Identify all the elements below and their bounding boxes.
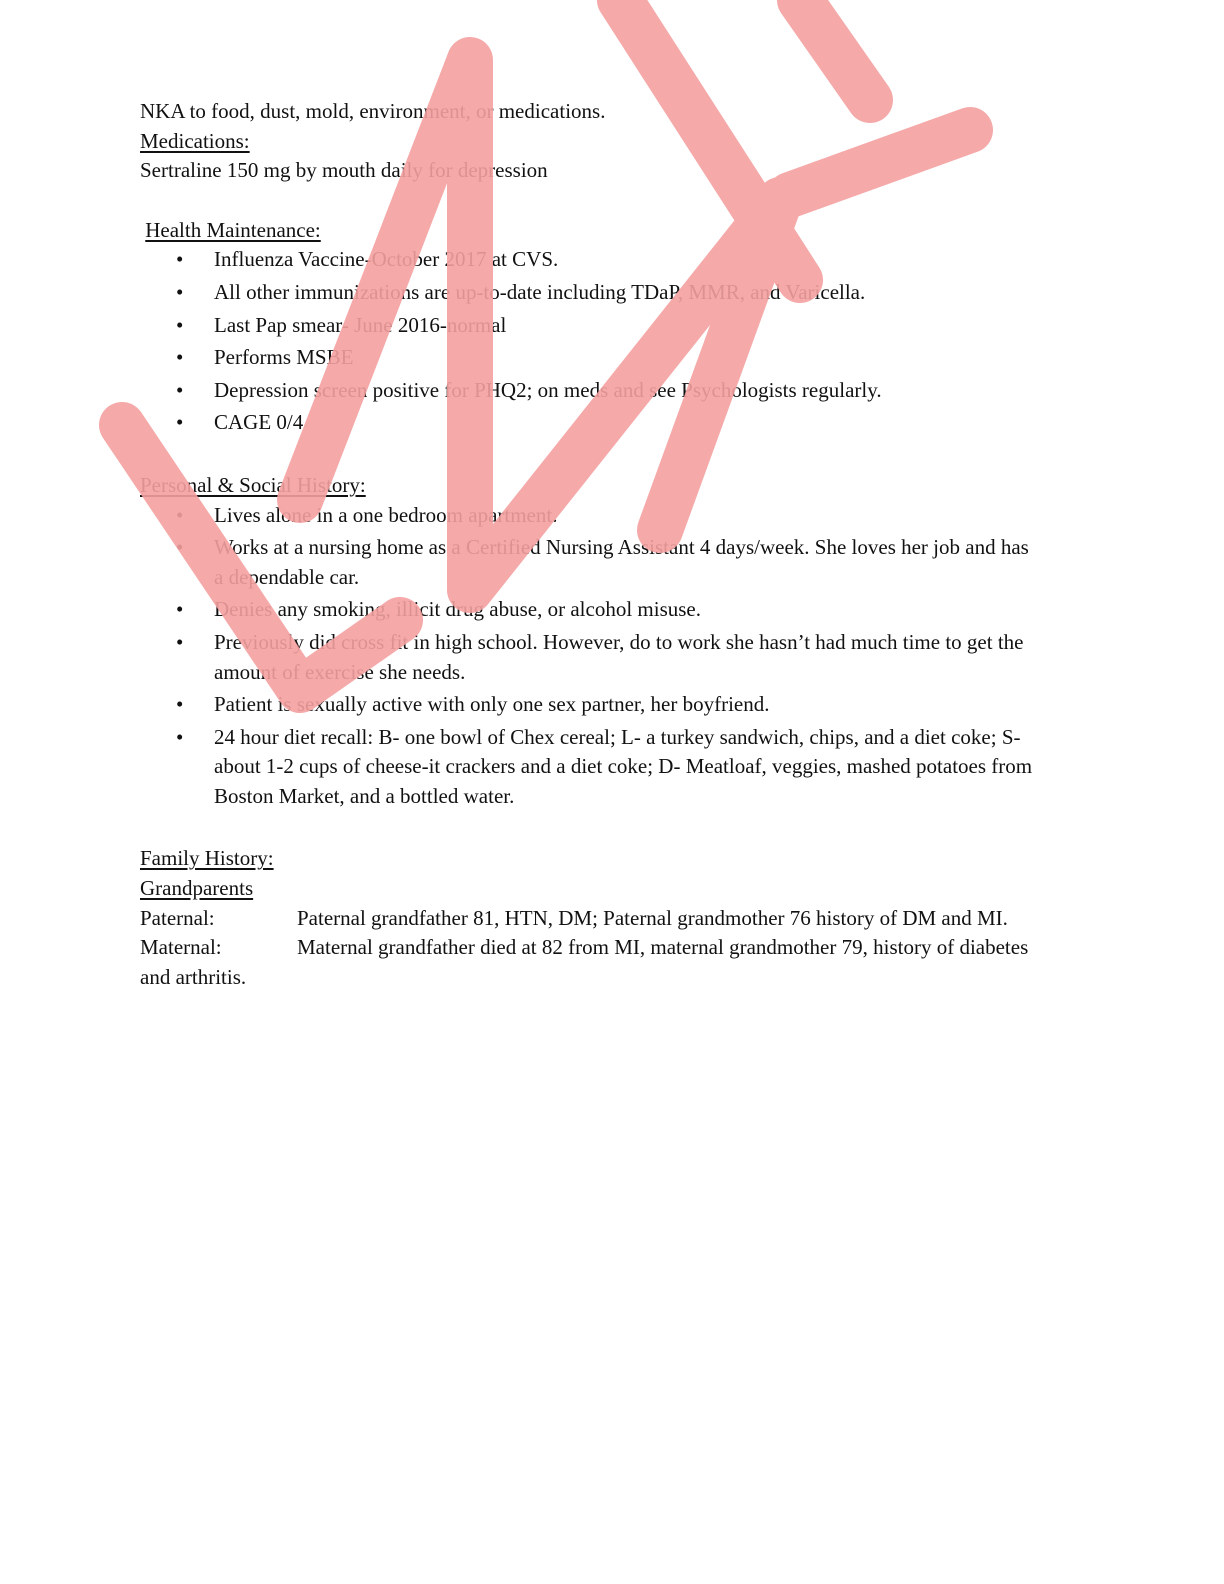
bullet-icon: • [176, 692, 184, 717]
paternal-history [140, 904, 1040, 934]
list-item: • Denies any smoking, illicit drug abuse, or alcohol misuse. [140, 595, 1040, 625]
health-maintenance-heading: Health Maintenance: [145, 217, 321, 242]
maternal-label: Maternal: [140, 935, 222, 960]
bullet-icon: • [176, 410, 184, 435]
bullet-icon: • [176, 502, 184, 527]
list-item: • Works at a nursing home as a Certified Nursing Assistant 4 days/week. She loves her job and has a dependable car. [176, 535, 1029, 589]
bullet-icon: • [176, 629, 184, 654]
bullet-icon: • [176, 535, 184, 560]
list-item: • CAGE 0/4 [140, 408, 1040, 438]
list-item: • Depression screen positive for PHQ2; on meds and see Psychologists regularly. [140, 376, 1040, 406]
personal-social-history-heading: Personal & Social History: [140, 472, 366, 497]
list-item: • Previously did cross fit in high school. However, do to work she hasn’t had much time to get the amount of exercise she needs. [176, 629, 1024, 684]
maternal-text: Maternal grandfather died at 82 from MI, maternal grandmother 79, history of diabetes and arthritis. [140, 935, 1029, 989]
list-item: • Last Pap smear- June 2016-normal [140, 311, 1040, 341]
paternal-text: Paternal grandfather 81, HTN, DM; Paternal grandmother 76 history of DM and MI. [297, 905, 1008, 930]
personal-social-history-list [140, 501, 1040, 812]
section-spacer [140, 814, 1040, 844]
grandparents-subheading: Grandparents [140, 876, 254, 901]
paternal-label: Paternal: [140, 905, 215, 930]
family-history-heading: Family History: [140, 846, 274, 871]
watermark-letter-e [800, 0, 870, 100]
section-spacer [140, 186, 1040, 216]
bullet-icon: • [176, 345, 184, 370]
bullet-icon: • [176, 312, 184, 337]
bullet-icon: • [176, 279, 184, 304]
list-item: • All other immunizations are up-to-date including TDaP, MMR, and Varicella. [140, 278, 1040, 308]
section-spacer [140, 441, 1040, 471]
list-item: • Performs MSBE [140, 343, 1040, 373]
list-item: • Lives alone in a one bedroom apartment. [140, 501, 1040, 531]
allergies-line: NKA to food, dust, mold, environment, or medications. [140, 99, 606, 123]
list-item: • Influenza Vaccine-October 2017 at CVS. [140, 245, 1040, 275]
bullet-icon: • [176, 724, 184, 749]
health-maintenance-list [140, 245, 1040, 438]
medications-heading: Medications: [140, 128, 250, 153]
bullet-icon: • [176, 377, 184, 402]
document-content [140, 97, 1040, 992]
bullet-icon: • [176, 597, 184, 622]
bullet-icon: • [176, 247, 184, 272]
list-item: • Patient is sexually active with only one sex partner, her boyfriend. [140, 690, 1040, 720]
medication-item: Sertraline 150 mg by mouth daily for depression [140, 158, 548, 183]
maternal-history [140, 933, 1040, 992]
list-item: • 24 hour diet recall: B- one bowl of Chex cereal; L- a turkey sandwich, chips, and a diet coke; S-about 1-2 cups of cheese-it crackers and a diet coke; D- Meatloaf, veggies, mashed potatoes from Boston Market, and a bottled water. [176, 724, 1033, 808]
